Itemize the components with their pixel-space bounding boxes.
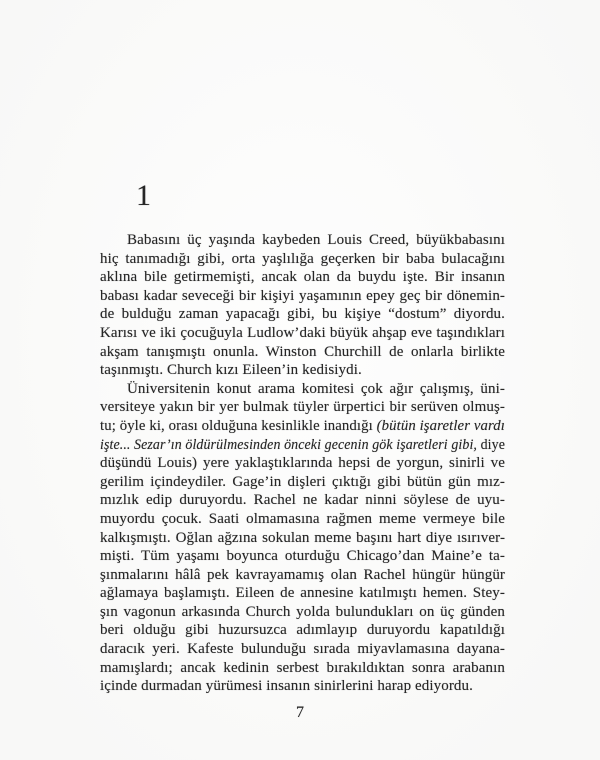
- text-segment: tu; öyle ki, orası olduğuna kesinlikle inandığı: [100, 417, 377, 434]
- text-segment: diye: [477, 436, 505, 453]
- text-line-content: [100, 659, 505, 678]
- text-segment: de bulduğu zaman yapacağı gibi, bu kişiye “dostum” diyordu.: [100, 306, 505, 323]
- text-segment: muyordu çocuk. Saati olmamasına rağmen meme vermeye bile: [100, 510, 506, 527]
- chapter-number: 1: [136, 179, 151, 212]
- text-line-content: [100, 343, 505, 362]
- text-line-content: [100, 361, 362, 380]
- text-line-content: [100, 324, 505, 343]
- text-line: [100, 454, 505, 473]
- text-line: [100, 603, 505, 622]
- text-line-content: [100, 305, 505, 324]
- text-line: [100, 659, 505, 678]
- text-segment: daracık yeri. Kafeste bulunduğu sırada miyavlamasına dayana-: [100, 641, 506, 658]
- text-line: [100, 547, 505, 566]
- text-line-content: [100, 529, 505, 548]
- text-line-content: [100, 510, 505, 529]
- italic-phrase: işte... Sezar’ın öldürülmesinden önceki gecenin gök işaretleri gibi,: [100, 436, 478, 453]
- text-line-content: [100, 287, 505, 306]
- text-line: [100, 529, 505, 548]
- text-segment: içinde durmadan yürümesi insanın sinirlerini harap ediyordu.: [100, 678, 473, 695]
- text-line-content: [100, 677, 473, 696]
- text-line-content: [100, 603, 505, 622]
- page-text: [100, 231, 505, 696]
- text-line: [100, 398, 505, 417]
- text-line: [100, 566, 505, 585]
- text-segment: versiteye yakın bir yer bulmak tüyler ürpertici bir serüven olmuş-: [100, 399, 505, 416]
- text-line-content: [100, 454, 505, 473]
- text-segment: düşündü Louis) yere yaklaştıklarında hepsi de yorgun, sinirli ve: [100, 455, 505, 472]
- text-line: [100, 268, 505, 287]
- text-segment: şınmalarını hâlâ pek kavrayamamış olan Rachel hüngür hüngür: [100, 566, 506, 583]
- text-segment: mamışlardı; ancak kedinin serbest bırakıldıktan sonra arabanın: [100, 659, 506, 676]
- text-line: [100, 510, 505, 529]
- text-line-content: [127, 231, 505, 250]
- page-number: 7: [296, 704, 304, 721]
- text-line: [100, 473, 505, 492]
- text-line: [100, 417, 505, 436]
- text-line-content: [100, 547, 505, 566]
- text-segment: Babasını üç yaşında kaybeden Louis Creed, büyükbabasını: [127, 232, 506, 248]
- text-line-content: [100, 417, 505, 436]
- text-line-content: [100, 491, 505, 510]
- text-line: [100, 380, 505, 399]
- text-line: [100, 436, 505, 455]
- text-line-content: [100, 268, 505, 287]
- text-line: [100, 677, 505, 696]
- text-segment: kalkışmıştı. Oğlan ağzına sokulan meme başını hart diye ısırıver-: [100, 529, 506, 546]
- italic-phrase: (bütün işaretler vardı: [376, 417, 506, 434]
- text-line-content: [100, 250, 505, 269]
- text-segment: hiç tanımadığı gibi, orta yaşlılığa geçerken bir baba bulacağını: [100, 250, 505, 267]
- text-line: [100, 324, 505, 343]
- text-line: [100, 250, 505, 269]
- text-line: [100, 621, 505, 640]
- text-segment: beri olduğu gibi huzursuzca adımlayıp duruyordu kapatıldığı: [100, 622, 506, 639]
- text-segment: ağlamaya başlamıştı. Eileen de annesine katılmıştı hemen. Stey-: [100, 585, 505, 602]
- text-line: [100, 584, 505, 603]
- text-segment: akşam tanışmıştı onunla. Winston Churchill de onlarla birlikte: [100, 343, 505, 360]
- text-line: [100, 231, 505, 250]
- text-segment: şın vagonun arkasında Church yolda bulundukları on üç günden: [100, 603, 505, 620]
- text-segment: babası kadar seveceği bir kişiyi yaşamının epey geç bir dönemin-: [100, 287, 506, 304]
- text-segment: mişti. Tüm yaşamı boyunca oturduğu Chicago’dan Maine’e ta-: [100, 548, 505, 565]
- text-line: [100, 287, 505, 306]
- text-segment: mızlık edip duruyordu. Rachel ne kadar ninni söylese de uyu-: [100, 492, 505, 509]
- text-line: [100, 361, 505, 380]
- text-line-content: [100, 436, 505, 455]
- text-line-content: [100, 566, 505, 585]
- text-line-content: [100, 621, 505, 640]
- text-segment: Karısı ve iki çocuğuyla Ludlow’daki büyük ahşap eve taşındıkları: [100, 324, 506, 341]
- text-segment: aklına bile getirmemişti, ancak olan da buydu işte. Bir insanın: [100, 269, 506, 286]
- text-line-content: [127, 380, 505, 399]
- text-line-content: [100, 473, 505, 492]
- text-line: [100, 305, 505, 324]
- text-line-content: [100, 398, 505, 417]
- text-line: [100, 640, 505, 659]
- text-line-content: [100, 584, 505, 603]
- text-segment: gerilim içindeydiler. Gage’in dişleri çıktığı gibi bütün gün mız-: [100, 473, 505, 490]
- text-segment: Üniversitenin konut arama komitesi çok ağır çalışmış, üni-: [127, 380, 505, 397]
- text-line: [100, 343, 505, 362]
- text-line: [100, 491, 505, 510]
- text-segment: taşınmıştı. Church kızı Eileen’in kedisiydi.: [100, 362, 362, 379]
- text-line-content: [100, 640, 505, 659]
